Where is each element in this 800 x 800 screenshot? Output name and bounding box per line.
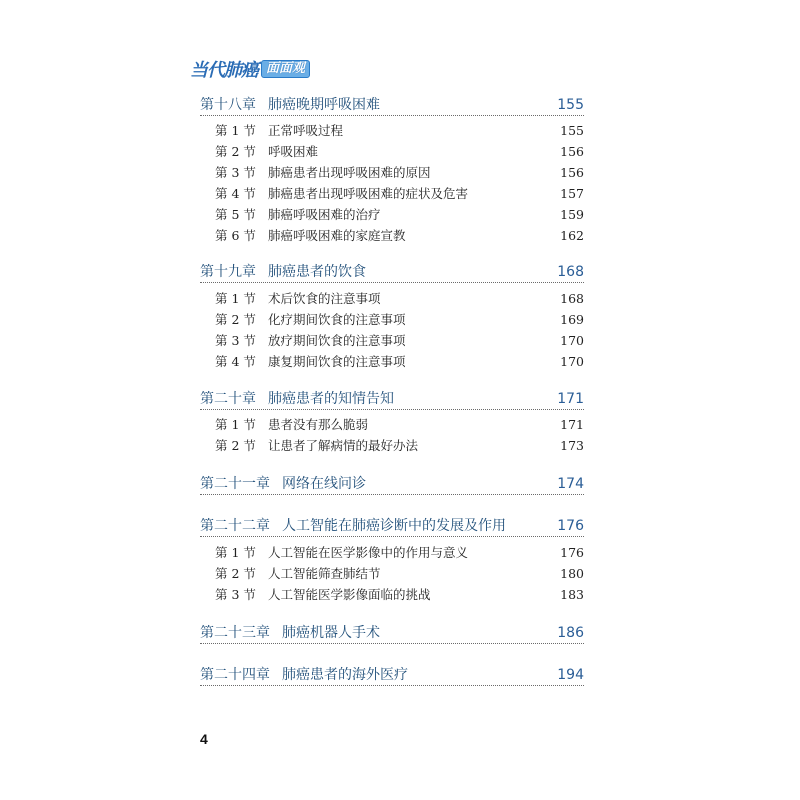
- section-page: 162: [560, 228, 584, 243]
- section-page: 156: [560, 165, 584, 180]
- chapter-row: [200, 261, 584, 283]
- chapter-label: 第二十章: [200, 390, 256, 407]
- chapter-title: 肺癌晚期呼吸困难: [268, 96, 380, 113]
- section-title: 康复期间饮食的注意事项: [268, 354, 406, 369]
- section-row: [200, 290, 584, 308]
- section-title: 呼吸困难: [268, 144, 319, 159]
- section-page: 183: [560, 587, 584, 602]
- section-title: 人工智能筛查肺结节: [268, 566, 381, 581]
- section-page: 170: [560, 333, 584, 348]
- section-title: 人工智能在医学影像中的作用与意义: [268, 545, 469, 560]
- section-label: 第 5 节: [215, 207, 256, 222]
- section-title: 肺癌患者出现呼吸困难的原因: [268, 165, 431, 180]
- chapter-row: [200, 388, 584, 410]
- section-row: [200, 544, 584, 562]
- section-title: 正常呼吸过程: [268, 123, 344, 138]
- section-page: 173: [560, 438, 584, 453]
- chapter-label: 第二十四章: [200, 666, 270, 683]
- section-label: 第 4 节: [215, 186, 256, 201]
- chapter-label: 第二十二章: [200, 517, 270, 534]
- section-title: 肺癌呼吸困难的家庭宣教: [268, 228, 406, 243]
- chapter-row: [200, 94, 584, 116]
- chapter-page: 186: [557, 624, 584, 641]
- section-page: 176: [560, 545, 584, 560]
- section-row: [200, 122, 584, 140]
- section-row: [200, 416, 584, 434]
- series-subtitle-badge: 面面观: [261, 60, 310, 78]
- section-row: [200, 143, 584, 161]
- chapter-title: 肺癌患者的海外医疗: [282, 666, 408, 683]
- section-label: 第 2 节: [215, 144, 256, 159]
- section-title: 放疗期间饮食的注意事项: [268, 333, 406, 348]
- section-title: 人工智能医学影像面临的挑战: [268, 587, 431, 602]
- section-label: 第 1 节: [215, 417, 256, 432]
- section-page: 171: [560, 417, 584, 432]
- section-label: 第 3 节: [215, 333, 256, 348]
- section-title: 患者没有那么脆弱: [268, 417, 369, 432]
- section-label: 第 4 节: [215, 354, 256, 369]
- chapter-page: 155: [557, 96, 584, 113]
- section-title: 让患者了解病情的最好办法: [268, 438, 419, 453]
- chapter-label: 第十八章: [200, 96, 256, 113]
- chapter-page: 176: [557, 517, 584, 534]
- section-row: [200, 586, 584, 604]
- section-label: 第 1 节: [215, 123, 256, 138]
- section-page: 156: [560, 144, 584, 159]
- section-title: 术后饮食的注意事项: [268, 291, 381, 306]
- chapter-title: 肺癌患者的知情告知: [268, 390, 394, 407]
- chapter-row: [200, 515, 584, 537]
- series-title: 当代肺癌: [190, 60, 258, 81]
- section-label: 第 3 节: [215, 165, 256, 180]
- series-header: [190, 58, 310, 80]
- section-title: 肺癌患者出现呼吸困难的症状及危害: [268, 186, 469, 201]
- chapter-label: 第十九章: [200, 263, 256, 280]
- section-label: 第 1 节: [215, 545, 256, 560]
- chapter-title: 肺癌机器人手术: [282, 624, 380, 641]
- section-label: 第 6 节: [215, 228, 256, 243]
- section-title: 化疗期间饮食的注意事项: [268, 312, 406, 327]
- chapter-page: 171: [557, 390, 584, 407]
- section-page: 169: [560, 312, 584, 327]
- section-label: 第 2 节: [215, 312, 256, 327]
- section-row: [200, 206, 584, 224]
- section-label: 第 2 节: [215, 566, 256, 581]
- chapter-title: 人工智能在肺癌诊断中的发展及作用: [282, 517, 506, 534]
- section-row: [200, 311, 584, 329]
- section-page: 170: [560, 354, 584, 369]
- section-row: [200, 185, 584, 203]
- section-title: 肺癌呼吸困难的治疗: [268, 207, 381, 222]
- chapter-page: 194: [557, 666, 584, 683]
- chapter-row: [200, 622, 584, 644]
- section-row: [200, 227, 584, 245]
- chapter-page: 174: [557, 475, 584, 492]
- section-page: 157: [560, 186, 584, 201]
- section-page: 159: [560, 207, 584, 222]
- section-label: 第 2 节: [215, 438, 256, 453]
- page-number: 4: [200, 731, 208, 747]
- section-label: 第 3 节: [215, 587, 256, 602]
- chapter-page: 168: [557, 263, 584, 280]
- chapter-row: [200, 664, 584, 686]
- chapter-title: 网络在线问诊: [282, 475, 366, 492]
- section-label: 第 1 节: [215, 291, 256, 306]
- section-page: 168: [560, 291, 584, 306]
- section-row: [200, 565, 584, 583]
- chapter-label: 第二十一章: [200, 475, 270, 492]
- chapter-label: 第二十三章: [200, 624, 270, 641]
- section-row: [200, 164, 584, 182]
- chapter-row: [200, 473, 584, 495]
- section-row: [200, 332, 584, 350]
- section-row: [200, 353, 584, 371]
- section-row: [200, 437, 584, 455]
- section-page: 180: [560, 566, 584, 581]
- chapter-title: 肺癌患者的饮食: [268, 263, 366, 280]
- section-page: 155: [560, 123, 584, 138]
